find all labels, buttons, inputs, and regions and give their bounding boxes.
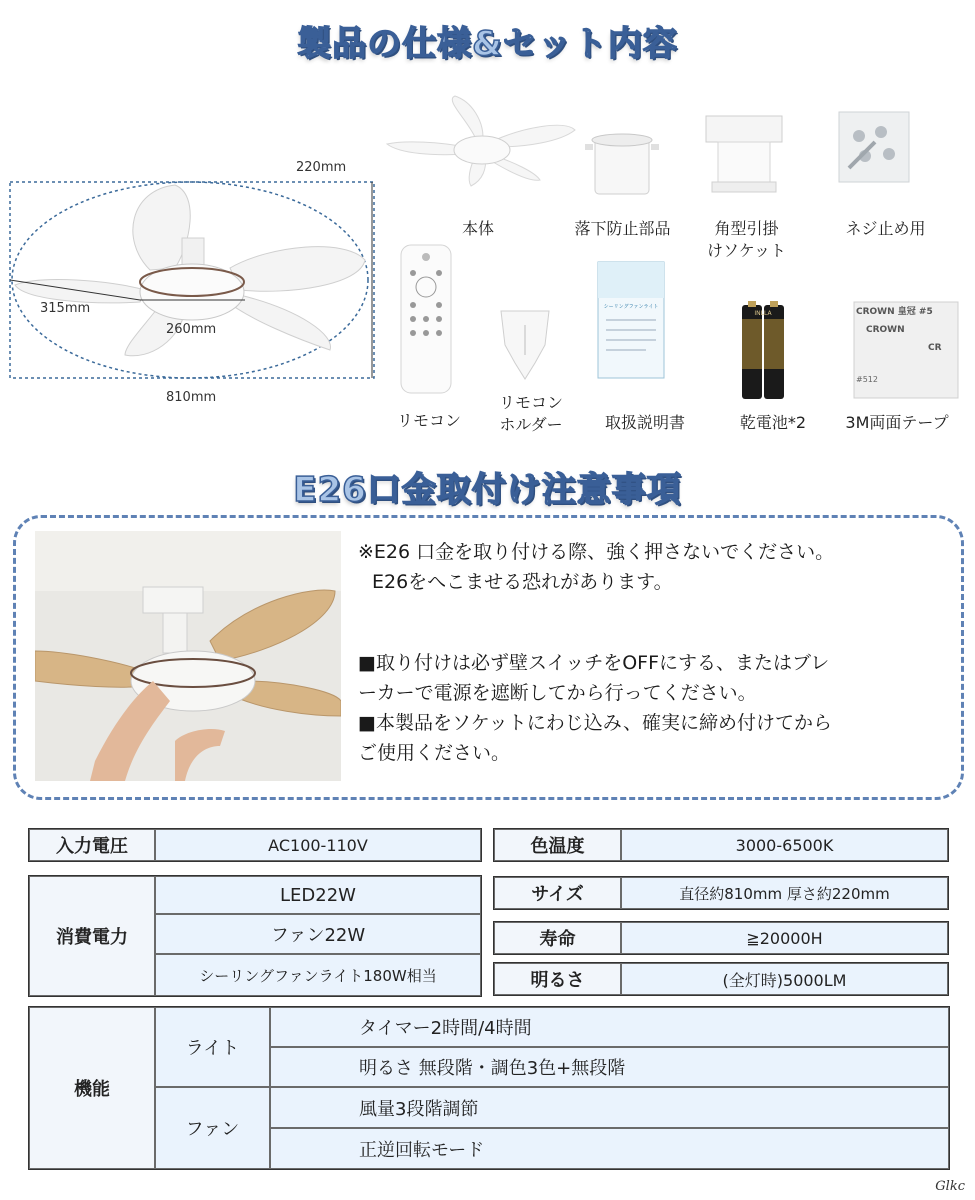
fan-dimension-diagram: [0, 150, 380, 420]
item-label-tape: 3M両面テープ: [845, 413, 949, 432]
warning-line-6: ご使用ください。: [358, 742, 511, 764]
item-label-socket: 角型引掛 けソケット: [706, 219, 787, 260]
spec-functions-fan-reverse: 正逆回転モード: [270, 1128, 949, 1169]
tape-text-1: CROWN 皇冠 #5: [856, 307, 933, 317]
remote-holder-image: [495, 305, 555, 385]
manual-header-text: シーリングファンライト: [603, 304, 659, 310]
spec-functions-fan-speed: 風量3段階調節: [270, 1087, 949, 1128]
spec-brightness-label: 明るさ: [494, 963, 621, 995]
tape-text-4: #512: [856, 375, 878, 384]
spec-power-equivalent: シーリングファンライト180W相当: [155, 954, 481, 996]
blade-dimension: 315mm: [40, 301, 91, 316]
spec-life-label: 寿命: [494, 922, 621, 954]
item-label-screws: ネジ止め用: [845, 219, 926, 238]
spec-functions-fan-label: ファン: [155, 1087, 270, 1169]
remote-control-image: [397, 243, 457, 395]
item-label-batteries: 乾電池*2: [739, 413, 807, 432]
item-label-remote: リモコン: [396, 411, 461, 430]
diameter-dimension: 810mm: [166, 390, 217, 405]
socket-image: [702, 108, 787, 196]
spec-size-value: 直径約810mm 厚さ約220mm: [621, 877, 948, 909]
warning-line-2: E26をへこませる恐れがあります。: [372, 571, 673, 593]
spec-input-voltage-label: 入力電圧: [29, 829, 155, 861]
battery-image: [740, 299, 790, 401]
warning-line-5: ■本製品をソケットにわじ込み、確実に締め付けてから: [358, 712, 832, 734]
spec-life-value: ≧20000H: [621, 922, 948, 954]
warning-line-1: ※E26 口金を取り付ける際、強く押さないでください。: [358, 541, 835, 563]
item-label-remote-holder: リモコン ホルダー: [498, 393, 563, 434]
installation-photo: [35, 531, 341, 781]
fall-prevention-part-image: [583, 132, 663, 196]
body-dimension: 260mm: [166, 322, 217, 337]
spec-brightness-value: (全灯時)5000LM: [621, 963, 948, 995]
height-dimension: 220mm: [296, 160, 347, 175]
spec-functions-label: 機能: [29, 1007, 155, 1169]
section-title-specs: 製品の仕様&セット内容: [297, 24, 678, 64]
manual-image: [596, 260, 666, 380]
spec-color-temp-label: 色温度: [494, 829, 621, 861]
spec-power-fan: ファン22W: [155, 914, 481, 954]
warning-line-4: ーカーで電源を遮断してから行ってください。: [358, 682, 757, 704]
spec-functions-light-brightness: 明るさ 無段階・調色3色+無段階: [270, 1047, 949, 1087]
spec-input-voltage-value: AC100-110V: [155, 829, 481, 861]
tape-text-3: CR: [928, 343, 942, 353]
item-label-body: 本体: [461, 219, 494, 238]
spec-power-label: 消費電力: [29, 876, 155, 996]
screw-bag-image: [835, 108, 915, 184]
battery-brand-text: INLLA: [754, 310, 772, 317]
spec-functions-light-timer: タイマー2時間/4時間: [270, 1007, 949, 1047]
spec-power-led: LED22W: [155, 876, 481, 914]
item-label-fall-prevention: 落下防止部品: [574, 219, 671, 238]
spec-size-label: サイズ: [494, 877, 621, 909]
item-label-manual: 取扱説明書: [604, 413, 685, 432]
spec-color-temp-value: 3000-6500K: [621, 829, 948, 861]
fan-body-image: [385, 92, 580, 192]
signature: Glkc: [935, 1179, 965, 1194]
section-title-e26-notes: E26口金取付け注意事項: [293, 470, 682, 510]
tape-text-2: CROWN: [866, 325, 905, 335]
warning-line-3: ■取り付けは必ず壁スイッチをOFFにする、またはブレ: [358, 652, 830, 674]
double-sided-tape-image: [852, 300, 960, 400]
spec-functions-light-label: ライト: [155, 1007, 270, 1087]
